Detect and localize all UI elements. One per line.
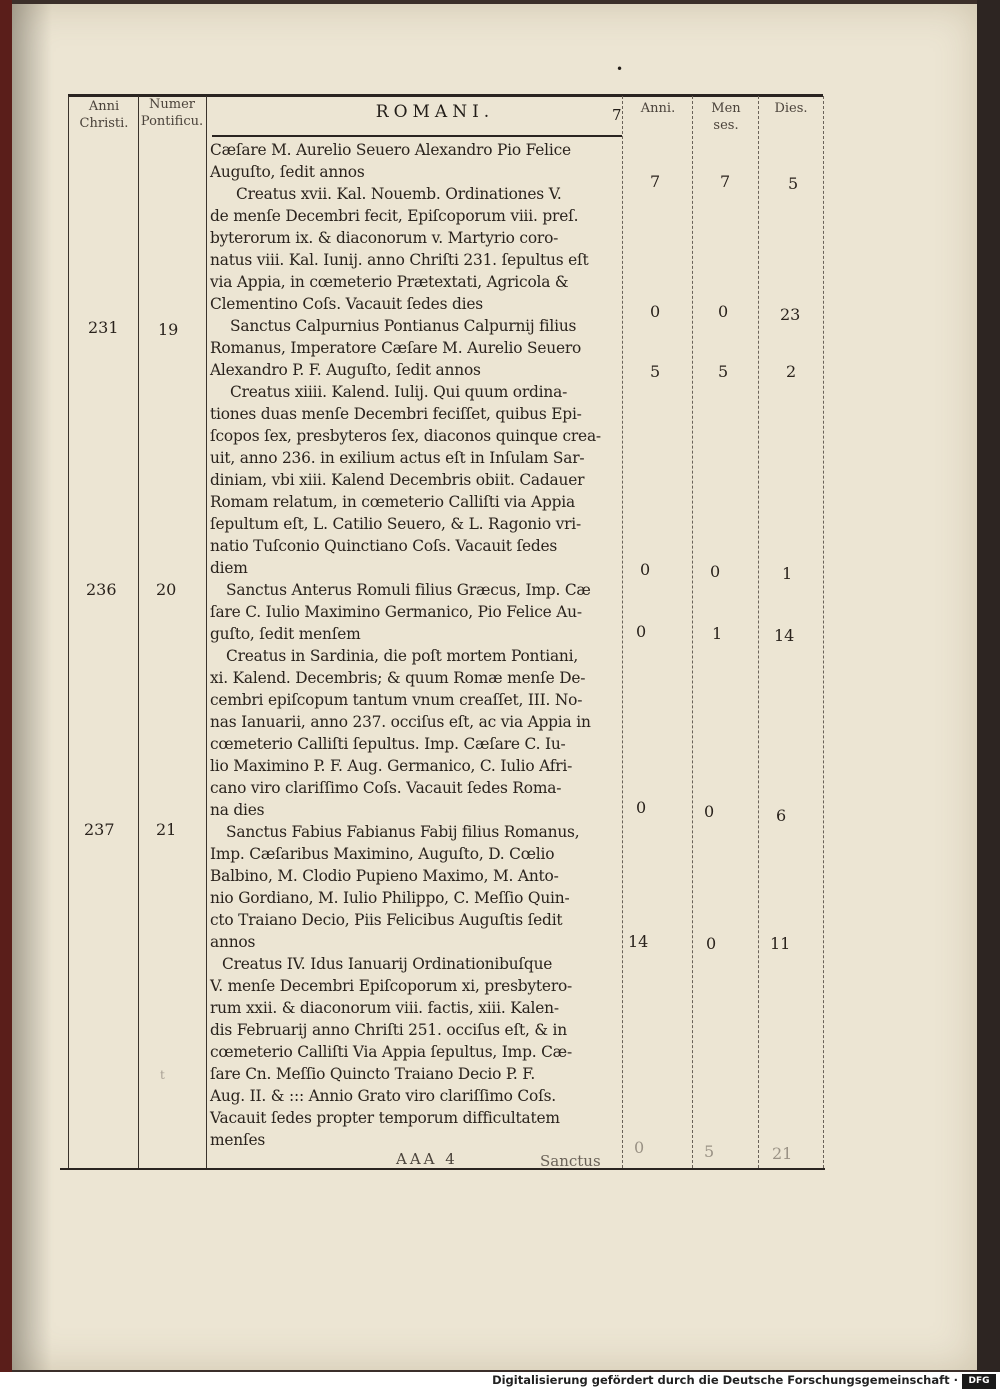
text-line: diniam, vbi xiii. Kalend Decembris obiit. Cadauer <box>210 471 585 489</box>
text-line: Creatus in Sardinia, die poſt mortem Pontiani, <box>226 647 579 665</box>
text-line: diem <box>210 559 248 577</box>
menses-value: 0 <box>706 934 717 953</box>
text-line: guſto, ſedit menſem <box>210 625 361 643</box>
text-line: Auguſto, ſedit annos <box>210 163 365 181</box>
text-line: cano viro clariſſimo Coſs. Vacauit ſedes Roma- <box>210 779 562 797</box>
text-line: cœmeterio Calliſti ſepultus. Imp. Cæſare C. Iu- <box>210 735 566 753</box>
page-shadow <box>12 4 52 1370</box>
anni-value: 7 <box>650 172 661 191</box>
bottom-rule <box>60 1168 825 1170</box>
text-line: nas Ianuarii, anno 237. occiſus eſt, ac via Appia in <box>210 713 591 731</box>
signature-mark: AAA 4 <box>396 1150 458 1168</box>
col-divider-2 <box>206 96 207 1168</box>
dies-value: 23 <box>780 305 801 324</box>
anni-value: 0 <box>634 1138 645 1157</box>
text-line: nio Gordiano, M. Iulio Philippo, C. Meſſio Quin- <box>210 889 570 907</box>
numerus-pontificum: 21 <box>156 820 177 839</box>
text-line: ſepultum eſt, L. Catilio Seuero, & L. Ragonio vri- <box>210 515 581 533</box>
text-line: V. menſe Decembri Epiſcoporum xi, presbytero- <box>210 977 573 995</box>
dies-value: 5 <box>788 174 799 193</box>
text-line: ſare Cn. Meſſio Quincto Traiano Decio P. F. <box>210 1065 536 1083</box>
menses-value: 0 <box>704 802 715 821</box>
dies-value: 11 <box>770 934 791 953</box>
text-line: Sanctus Calpurnius Pontianus Calpurnij filius <box>230 317 577 335</box>
header-menses: Men ses. <box>711 101 741 133</box>
dies-value: 21 <box>772 1144 793 1163</box>
page-title: ROMANI. <box>375 102 495 122</box>
dies-value: 6 <box>776 806 787 825</box>
text-line: dis Februarij anno Chriſti 251. occiſus eſt, & in <box>210 1021 567 1039</box>
anno-christi: 231 <box>88 318 119 337</box>
right-border <box>823 96 825 1168</box>
text-line: cembri epiſcopum tantum vnum creaſſet, III. No- <box>210 691 583 709</box>
text-line: uit, anno 236. in exilium actus eſt in Inſulam Sar- <box>210 449 585 467</box>
menses-value: 5 <box>718 362 729 381</box>
text-line: Creatus IV. Idus Ianuarij Ordinationibuſque <box>222 955 553 973</box>
margin-mark: t <box>160 1068 165 1082</box>
col-divider-3 <box>622 96 624 1168</box>
col-divider-5 <box>758 96 760 1168</box>
text-line: Clementino Coſs. Vacauit ſedes dies <box>210 295 483 313</box>
anno-christi: 237 <box>84 820 115 839</box>
text-line: Creatus xiiii. Kalend. Iulij. Qui quum ordina- <box>230 383 568 401</box>
text-line: na dies <box>210 801 265 819</box>
text-line: xi. Kalend. Decembris; & quum Romæ menſe De- <box>210 669 586 687</box>
numerus-pontificum: 19 <box>158 320 179 339</box>
text-line: Cæſare M. Aurelio Seuero Alexandro Pio Felice <box>210 141 571 159</box>
anni-value: 0 <box>640 560 651 579</box>
menses-value: 0 <box>718 302 729 321</box>
page-edge <box>0 0 12 1372</box>
text-line: rum xxii. & diaconorum viii. factis, xiii. Kalen- <box>210 999 559 1017</box>
text-line: cto Traiano Decio, Piis Felicibus Auguſtis ſedit <box>210 911 563 929</box>
footer-bar <box>0 1372 1000 1391</box>
text-line: natus viii. Kal. Iunij. anno Chriſti 231. ſepultus eſt <box>210 251 589 269</box>
text-line: tiones duas menſe Decembri feciſſet, quibus Epi- <box>210 405 582 423</box>
anni-value: 14 <box>628 932 649 951</box>
dies-value: 14 <box>774 626 795 645</box>
dies-value: 2 <box>786 362 797 381</box>
menses-value: 7 <box>720 172 731 191</box>
text-line: via Appia, in cœmeterio Prætextati, Agricola & <box>210 273 569 291</box>
text-line: Romanus, Imperatore Cæſare M. Aurelio Seuero <box>210 339 582 357</box>
menses-value: 1 <box>712 624 723 643</box>
text-line: annos <box>210 933 256 951</box>
text-line: Vacauit ſedes propter temporum difficultatem <box>210 1109 560 1127</box>
header-dies: Dies. <box>774 101 808 116</box>
footer-text: Digitalisierung gefördert durch die Deutsche Forschungsgemeinschaft · <box>492 1373 958 1387</box>
text-line: Sanctus Fabius Fabianus Fabij filius Romanus, <box>226 823 580 841</box>
col-divider-1 <box>138 96 139 1168</box>
text-line: ſcopos ſex, presbyteros ſex, diaconos quinque crea- <box>210 427 601 445</box>
anni-value: 0 <box>636 622 647 641</box>
text-line: menſes <box>210 1131 266 1149</box>
text-line: Balbino, M. Clodio Pupieno Maximo, M. Anto- <box>210 867 559 885</box>
text-line: lio Maximino P. F. Aug. Germanico, C. Iulio Afri- <box>210 757 573 775</box>
menses-value: 5 <box>704 1142 715 1161</box>
header-underline <box>212 135 622 137</box>
text-line: ſare C. Iulio Maximino Germanico, Pio Felice Au- <box>210 603 582 621</box>
text-line: Alexandro P. F. Auguſto, ſedit annos <box>210 361 481 379</box>
anni-value: 0 <box>650 302 661 321</box>
anno-christi: 236 <box>86 580 117 599</box>
left-border <box>68 96 69 1168</box>
text-line: de menſe Decembri fecit, Epiſcoporum viii. preſ. <box>210 207 579 225</box>
text-line: Creatus xvii. Kal. Nouemb. Ordinationes V. <box>236 185 562 203</box>
text-line: natio Tuſconio Quinctiano Coſs. Vacauit ſedes <box>210 537 558 555</box>
header-anni-christi: Anni Christi. <box>79 99 129 131</box>
text-line: Sanctus Anterus Romuli filius Græcus, Imp. Cæ <box>226 581 591 599</box>
numerus-pontificum: 20 <box>156 580 177 599</box>
text-line: Imp. Cæſaribus Maximino, Auguſto, D. Cœlio <box>210 845 555 863</box>
text-line: Aug. II. & ::: Annio Grato viro clariſſimo Coſs. <box>210 1087 556 1105</box>
menses-value: 0 <box>710 562 721 581</box>
text-line: byterorum ix. & diaconorum v. Martyrio coro- <box>210 229 559 247</box>
header-anni: Anni. <box>640 101 676 116</box>
page-number: 7 <box>612 106 622 124</box>
catchword: Sanctus <box>540 1152 601 1170</box>
scan-border <box>977 0 1000 1372</box>
anni-value: 5 <box>650 362 661 381</box>
text-line: Romam relatum, in cœmeterio Calliſti via Appia <box>210 493 575 511</box>
anni-value: 0 <box>636 798 647 817</box>
dies-value: 1 <box>782 564 793 583</box>
col-divider-4 <box>692 96 694 1168</box>
header-dot: • <box>616 62 624 76</box>
dfg-logo-icon: DFG <box>962 1374 996 1389</box>
header-numerus-pontificum: Numer Pontificu. <box>140 97 204 129</box>
text-line: cœmeterio Calliſti Via Appia ſepultus, Imp. Cæ- <box>210 1043 572 1061</box>
